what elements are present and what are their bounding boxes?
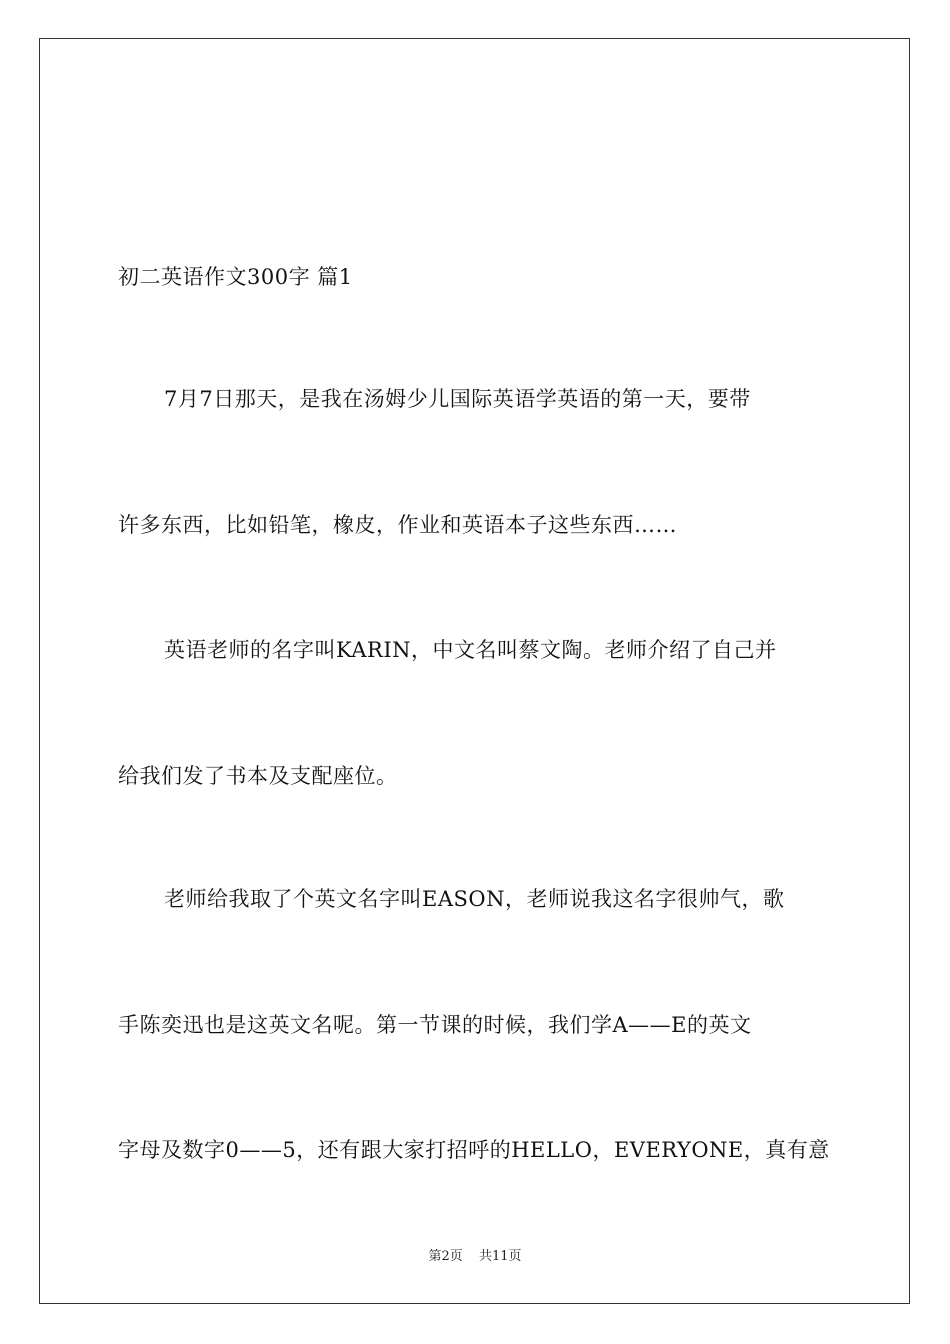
- paragraph-2-line-2: 给我们发了书本及支配座位。: [118, 764, 398, 788]
- page-number: 第2页: [428, 1249, 463, 1264]
- paragraph-3-line-3: 字母及数字0——5，还有跟大家打招呼的HELLO，EVERYONE，真有意: [118, 1138, 830, 1162]
- paragraph-2-line-1: 英语老师的名字叫KARIN，中文名叫蔡文陶。老师介绍了自己并: [164, 638, 777, 662]
- page-border: [39, 38, 910, 1304]
- paragraph-3-line-2: 手陈奕迅也是这英文名呢。第一节课的时候，我们学A——E的英文: [118, 1013, 752, 1037]
- page-total: 共11页: [478, 1249, 522, 1264]
- paragraph-1-line-1: 7月7日那天，是我在汤姆少儿国际英语学英语的第一天，要带: [164, 387, 751, 411]
- page-footer: [0, 1248, 950, 1266]
- document-title: 初二英语作文300字 篇1: [118, 265, 353, 289]
- paragraph-1-line-2: 许多东西，比如铅笔，橡皮，作业和英语本子这些东西……: [118, 513, 677, 537]
- paragraph-3-line-1: 老师给我取了个英文名字叫EASON，老师说我这名字很帅气，歌: [164, 887, 785, 911]
